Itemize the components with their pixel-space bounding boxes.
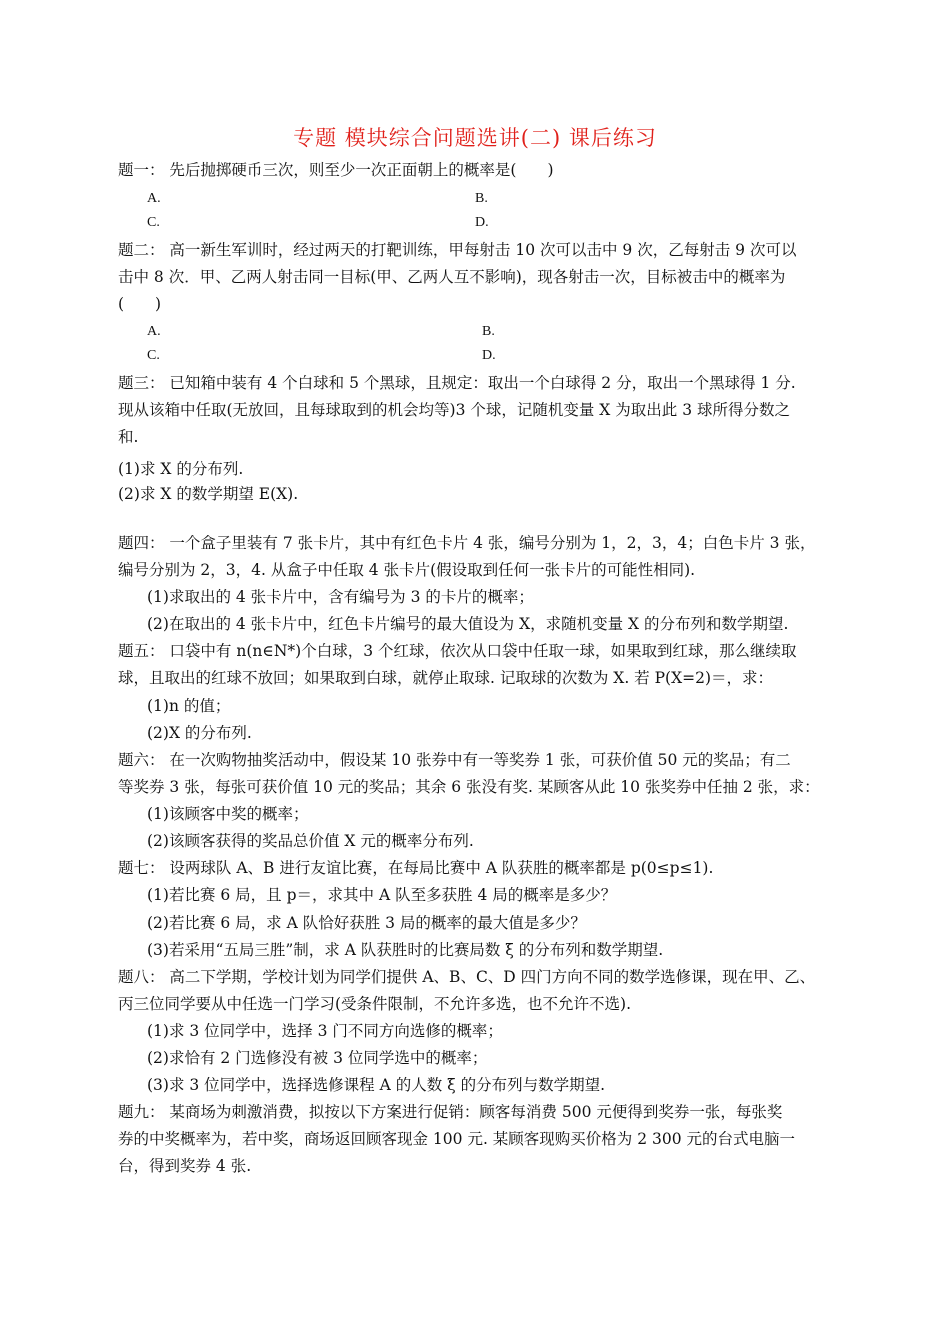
question-3-line-1: 题三： 已知箱中装有 4 个白球和 5 个黑球，且规定：取出一个白球得 2 分，取出一个黑球得 1 分. [118,374,796,392]
question-2-line-3: ( ) [118,295,162,313]
question-4-part-1: (1)求取出的 4 张卡片中，含有编号为 3 的卡片的概率； [147,588,534,606]
question-7-part-3: (3)若采用“五局三胜”制，求 A 队获胜时的比赛局数 ξ 的分布列和数学期望. [147,941,664,959]
q1-option-c: C. [147,215,160,230]
question-6-line-2: 等奖券 3 张，每张可获价值 10 元的奖品；其余 6 张没有奖. 某顾客从此 10 张奖券中任抽 2 张，求： [118,778,820,796]
question-6-line-1: 题六： 在一次购物抽奖活动中，假设某 10 张券中有一等奖券 1 张，可获价值 50 元的奖品；有二 [118,751,791,769]
question-1: 题一： 先后抛掷硬币三次，则至少一次正面朝上的概率是( ) [118,161,554,179]
q2-option-c: C. [147,348,160,363]
question-9-line-1: 题九： 某商场为刺激消费，拟按以下方案进行促销：顾客每消费 500 元便得到奖券一张，每张奖 [118,1103,783,1121]
q2-option-d: D. [482,348,496,363]
question-5-part-1: (1)n 的值； [147,697,231,715]
question-7-part-1: (1)若比赛 6 局，且 p＝，求其中 A 队至多获胜 4 局的概率是多少？ [147,886,617,904]
question-3-part-1: (1)求 X 的分布列. [118,460,244,478]
question-2-line-1: 题二： 高一新生军训时，经过两天的打靶训练，甲每射击 10 次可以击中 9 次，乙每射击 9 次可以 [118,241,797,259]
question-8-part-1: (1)求 3 位同学中，选择 3 门不同方向选修的概率； [147,1022,503,1040]
question-5-line-2: 球，且取出的红球不放回；如果取到白球，就停止取球. 记取球的次数为 X. 若 P(X=2)＝，求： [118,669,774,687]
question-8-part-3: (3)求 3 位同学中，选择选修课程 A 的人数 ξ 的分布列与数学期望. [147,1076,606,1094]
question-3-line-3: 和. [118,428,139,446]
question-6-part-1: (1)该顾客中奖的概率； [147,805,309,823]
q1-option-b: B. [475,191,488,206]
question-8-line-1: 题八： 高二下学期，学校计划为同学们提供 A、B、C、D 四门方向不同的数学选修课，现在甲、乙、 [118,968,816,986]
question-3-line-2: 现从该箱中任取(无放回，且每球取到的机会均等)3 个球，记随机变量 X 为取出此 3 球所得分数之 [118,401,790,419]
question-8-line-2: 丙三位同学要从中任选一门学习(受条件限制，不允许多选，也不允许不选). [118,995,632,1013]
question-4-line-1: 题四： 一个盒子里装有 7 张卡片，其中有红色卡片 4 张，编号分别为 1，2，3，4；白色卡片 3 张， [118,534,816,552]
question-4-line-2: 编号分别为 2，3，4. 从盒子中任取 4 张卡片(假设取到任何一张卡片的可能性相同). [118,561,696,579]
question-7-line-1: 题七： 设两球队 A、B 进行友谊比赛，在每局比赛中 A 队获胜的概率都是 p(0≤p≤1). [118,859,714,877]
question-4-part-2: (2)在取出的 4 张卡片中，红色卡片编号的最大值设为 X，求随机变量 X 的分布列和数学期望. [147,615,789,633]
page-title: 专题 模块综合问题选讲(二) 课后练习 [293,126,657,150]
question-8-part-2: (2)求恰有 2 门选修没有被 3 位同学选中的概率； [147,1049,488,1067]
question-5-part-2: (2)X 的分布列. [147,724,252,742]
question-7-part-2: (2)若比赛 6 局，求 A 队恰好获胜 3 局的概率的最大值是多少？ [147,914,586,932]
question-9-line-3: 台，得到奖券 4 张. [118,1157,252,1175]
question-6-part-2: (2)该顾客获得的奖品总价值 X 元的概率分布列. [147,832,474,850]
question-3-part-2: (2)求 X 的数学期望 E(X). [118,485,299,503]
q2-option-a: A. [147,324,161,339]
q2-option-b: B. [482,324,495,339]
question-2-line-2: 击中 8 次．甲、乙两人射击同一目标(甲、乙两人互不影响)，现各射击一次，目标被击中的概率为 [118,268,786,286]
q1-option-a: A. [147,191,161,206]
question-9-line-2: 券的中奖概率为，若中奖，商场返回顾客现金 100 元. 某顾客现购买价格为 2 300 元的台式电脑一 [118,1130,796,1148]
q1-option-d: D. [475,215,489,230]
question-5-line-1: 题五： 口袋中有 n(n∈N*)个白球，3 个红球，依次从口袋中任取一球，如果取到红球，那么继续取 [118,642,797,660]
